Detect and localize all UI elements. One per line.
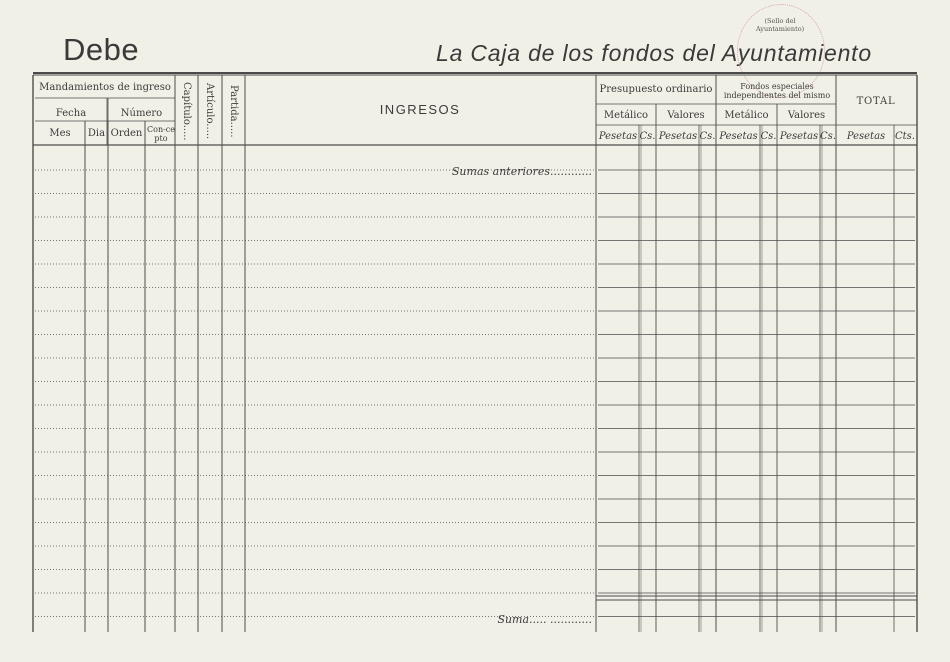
suma-row: Suma..... ............ [497,613,592,626]
orden-label: Orden [110,128,143,139]
cs-label-4: Cs. [820,131,836,142]
seal-text: (Sello del Ayuntamiento) [755,17,805,33]
pesetas-label-3: Pesetas [719,131,758,142]
pesetas-label-2: Pesetas [658,131,698,142]
cts-label: Cts. [895,131,915,142]
fondos-label: Fondos especiales independientes del mismo [723,82,831,100]
mes-label: Mes [49,128,71,139]
debe-heading: Debe [63,32,140,67]
ingresos-header: INGRESOS [379,102,461,117]
cs-label-1: Cs. [639,131,656,142]
sumas-anteriores-row: Sumas anteriores............ [451,165,592,178]
cs-label-3: Cs. [760,131,777,142]
valores-label-1: Valores [667,110,705,121]
pesetas-label-5: Pesetas [846,131,886,142]
fecha-label: Fecha [55,108,87,119]
numero-label: Número [120,108,163,119]
capitulo-label: Capítulo..... [181,81,192,141]
total-label: TOTAL [856,96,896,107]
pesetas-label-4: Pesetas [779,131,819,142]
pesetas-label-1: Pesetas [598,131,638,142]
metalico-label-1: Metálico [603,110,649,121]
page-title: La Caja de los fondos del Ayuntamiento [436,40,872,66]
valores-label-2: Valores [787,110,826,121]
cs-label-2: Cs. [699,131,716,142]
dia-label: Dia [87,128,106,139]
mandamientos-label: Mandamientos de ingreso [39,82,171,93]
metalico-label-2: Metálico [724,110,769,121]
articulo-label: Artículo..... [204,82,215,140]
presupuesto-label: Presupuesto ordinario [599,84,713,95]
partida-label: Partida..... [228,84,239,138]
concepto-label: Con-cepto [147,125,176,143]
